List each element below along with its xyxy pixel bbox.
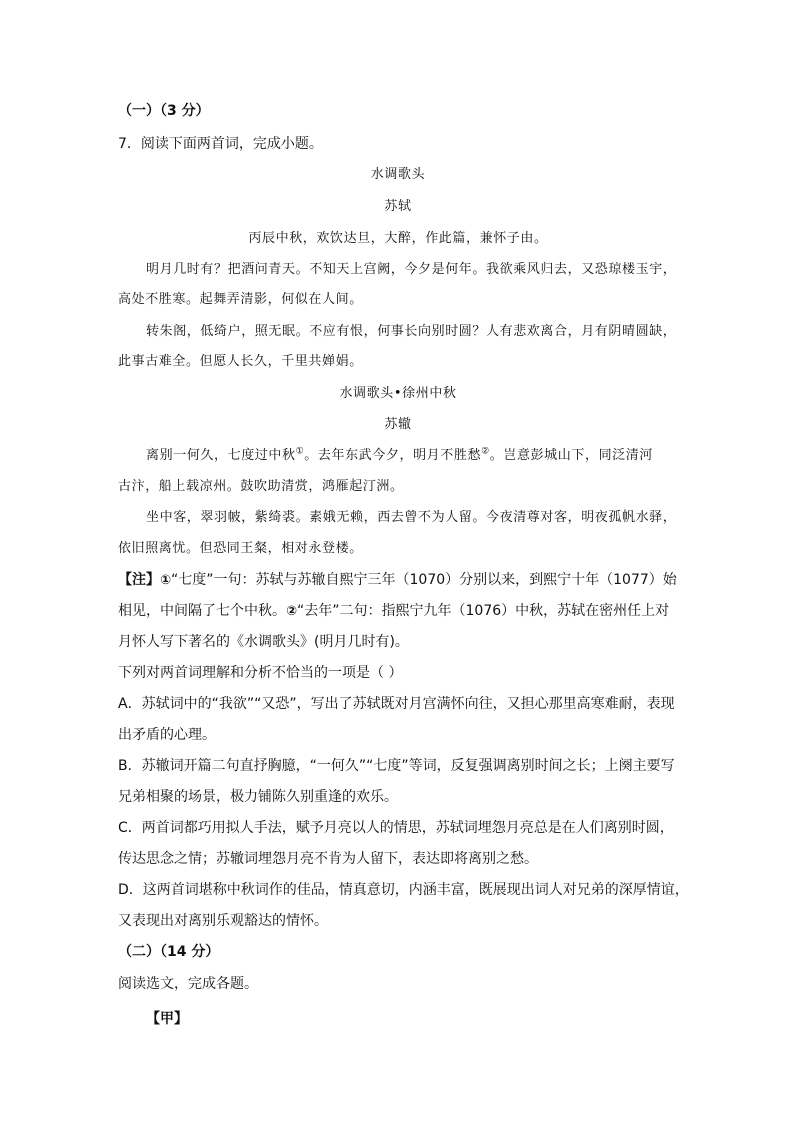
option-c[interactable]: C．两首词都巧用拟人手法，赋予月亮以人的情思，苏轼词埋怨月亮总是在人们离别时圆，	[118, 820, 674, 836]
option-b[interactable]: B．苏辙词开篇二句直抒胸臆，“一何久”“七度”等词，反复强调离别时间之长；上阕主要写	[118, 758, 675, 774]
note-marker-1: ①	[160, 573, 172, 588]
poem1-line: 此事古难全。但愿人长久，千里共婵娟。	[118, 354, 363, 369]
footnote-marker-2: ②	[481, 446, 490, 457]
note-line: 月怀人写下著名的《水调歌头》(明月几时有)。	[118, 634, 409, 650]
section1-heading: （一）（3 分）	[118, 103, 210, 119]
poem1-title: 水调歌头	[370, 167, 426, 182]
option-b-continued[interactable]: 兄弟相聚的场景，极力铺陈久别重逢的欢乐。	[118, 789, 398, 805]
note-label: 【注】	[118, 572, 160, 588]
poem1-preface: 丙辰中秋，欢饮达旦，大醉，作此篇，兼怀子由。	[248, 231, 548, 246]
section2-instruction: 阅读选文，完成各题。	[118, 976, 258, 992]
option-a-continued[interactable]: 出矛盾的心理。	[118, 727, 216, 743]
option-c-continued[interactable]: 传达思念之情；苏辙词埋怨月亮不肯为人留下，表达即将离别之愁。	[118, 851, 538, 867]
poem2-line: 坐中客，翠羽帔，紫绮裘。素娥无赖，西去曾不为人留。今夜清尊对客，明夜孤帆水驿，	[146, 510, 677, 525]
poem2-line	[146, 446, 678, 466]
poem2-line: 古汴，船上载凉州。鼓吹助清赏，鸿雁起汀洲。	[118, 479, 404, 494]
option-d[interactable]: D．这两首词堪称中秋词作的佳品，情真意切，内涵丰富，既展现出词人对兄弟的深厚情谊，	[118, 882, 689, 898]
poem2-line1-part-c: 。岂意彭城山下，同泛清河	[489, 448, 653, 463]
section2-heading: （二）（14 分）	[118, 944, 220, 960]
note-line	[118, 601, 678, 622]
poem1-line: 高处不胜寒。起舞弄清影，何似在人间。	[118, 292, 363, 307]
option-a[interactable]: A．苏轼词中的“我欲”“又恐”，写出了苏轼既对月宫满怀向往，又担心那里高寒难耐，表现	[118, 696, 675, 712]
poem2-line1-part-a: 离别一何久，七度过中秋	[146, 448, 296, 463]
passage-jia-label: 【甲】	[146, 1011, 188, 1027]
note-line	[118, 570, 678, 591]
poem1-line: 明月几时有？把酒问青天。不知天上宫阙，今夕是何年。我欲乘风归去，又恐琼楼玉宇，	[146, 262, 677, 277]
note-text: “去年”二句：指熙宁九年（1076）中秋，苏轼在密州任上对	[297, 603, 670, 619]
poem2-author: 苏辙	[384, 417, 412, 432]
question-prompt: 下列对两首词理解和分析不恰当的一项是（ ）	[118, 665, 403, 681]
note-marker-2: ②	[286, 604, 298, 619]
poem2-title: 水调歌头•徐州中秋	[339, 386, 457, 401]
poem1-line: 转朱阁，低绮户，照无眠。不应有恨，何事长向别时圆？人有悲欢离合，月有阴晴圆缺，	[146, 324, 677, 339]
note-text: “七度”一句：苏轼与苏辙自熙宁三年（1070）分别以来，到熙宁十年（1077）始	[171, 572, 677, 588]
question-7-stem: 7．阅读下面两首词，完成小题。	[118, 136, 323, 152]
poem2-line: 依旧照离忧。但恐同王粲，相对永登楼。	[118, 541, 363, 556]
option-d-continued[interactable]: 又表现出对离别乐观豁达的情怀。	[118, 913, 328, 929]
poem2-line1-part-b: 。去年东武今夕，明月不胜愁	[304, 448, 482, 463]
note-text: 相见，中间隔了七个中秋。	[118, 603, 286, 619]
footnote-marker-1: ①	[295, 446, 305, 457]
poem1-author: 苏轼	[384, 199, 412, 214]
